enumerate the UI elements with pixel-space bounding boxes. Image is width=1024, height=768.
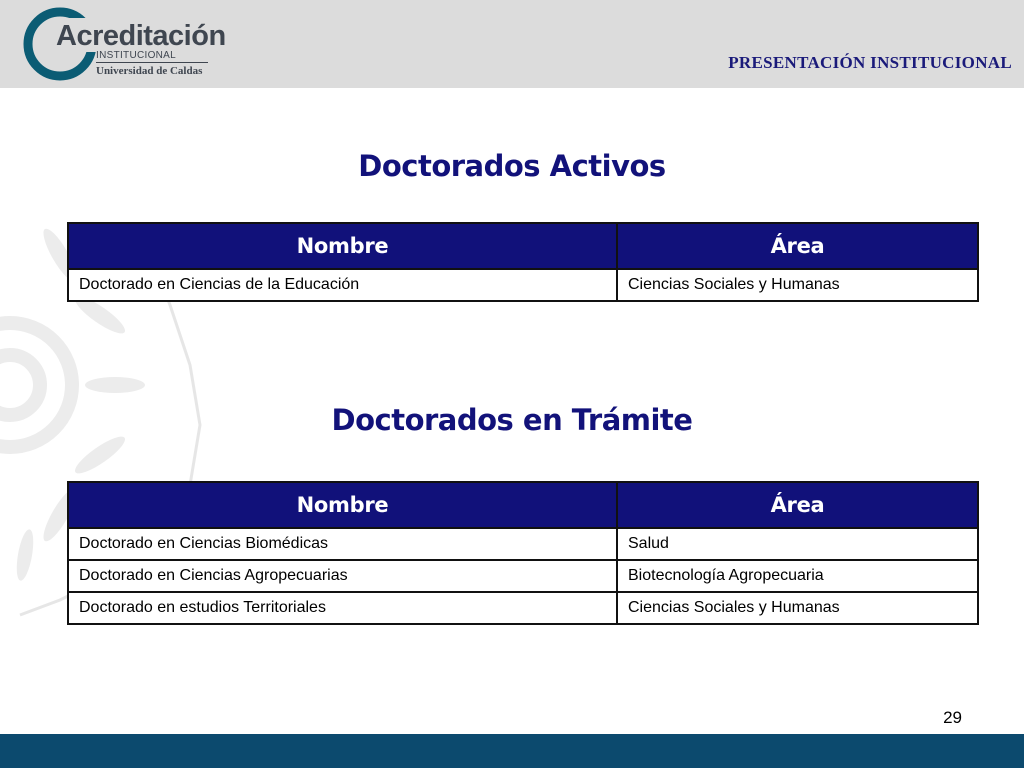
table-row xyxy=(68,528,978,560)
table-row xyxy=(68,592,978,624)
column-header-area: Área xyxy=(617,482,978,528)
logo-university-text: Universidad de Caldas xyxy=(96,65,203,77)
logo-main-text: Acreditación xyxy=(56,20,226,52)
table-header-row xyxy=(68,482,978,528)
cell-area: Salud xyxy=(617,528,978,560)
pending-doctorates-table xyxy=(67,481,979,625)
logo-divider xyxy=(96,62,208,63)
active-doctorates-table xyxy=(67,222,979,302)
header-bar xyxy=(0,0,1024,88)
acreditacion-logo xyxy=(20,4,230,86)
column-header-area: Área xyxy=(617,223,978,269)
pending-doctorates-title: Doctorados en Trámite xyxy=(331,403,693,437)
column-header-nombre: Nombre xyxy=(68,223,617,269)
cell-nombre: Doctorado en Ciencias Agropecuarias xyxy=(68,560,617,592)
active-doctorates-title: Doctorados Activos xyxy=(358,149,666,183)
cell-area: Biotecnología Agropecuaria xyxy=(617,560,978,592)
cell-nombre: Doctorado en estudios Territoriales xyxy=(68,592,617,624)
cell-nombre: Doctorado en Ciencias Biomédicas xyxy=(68,528,617,560)
cell-area: Ciencias Sociales y Humanas xyxy=(617,269,978,301)
cell-nombre: Doctorado en Ciencias de la Educación xyxy=(68,269,617,301)
page-number: 29 xyxy=(943,708,962,727)
table-header-row xyxy=(68,223,978,269)
logo-sub-text: INSTITUCIONAL xyxy=(96,50,177,61)
cell-area: Ciencias Sociales y Humanas xyxy=(617,592,978,624)
table-row xyxy=(68,560,978,592)
table-row xyxy=(68,269,978,301)
column-header-nombre: Nombre xyxy=(68,482,617,528)
footer-bar xyxy=(0,734,1024,768)
presentation-title: PRESENTACIÓN INSTITUCIONAL xyxy=(728,53,1012,72)
